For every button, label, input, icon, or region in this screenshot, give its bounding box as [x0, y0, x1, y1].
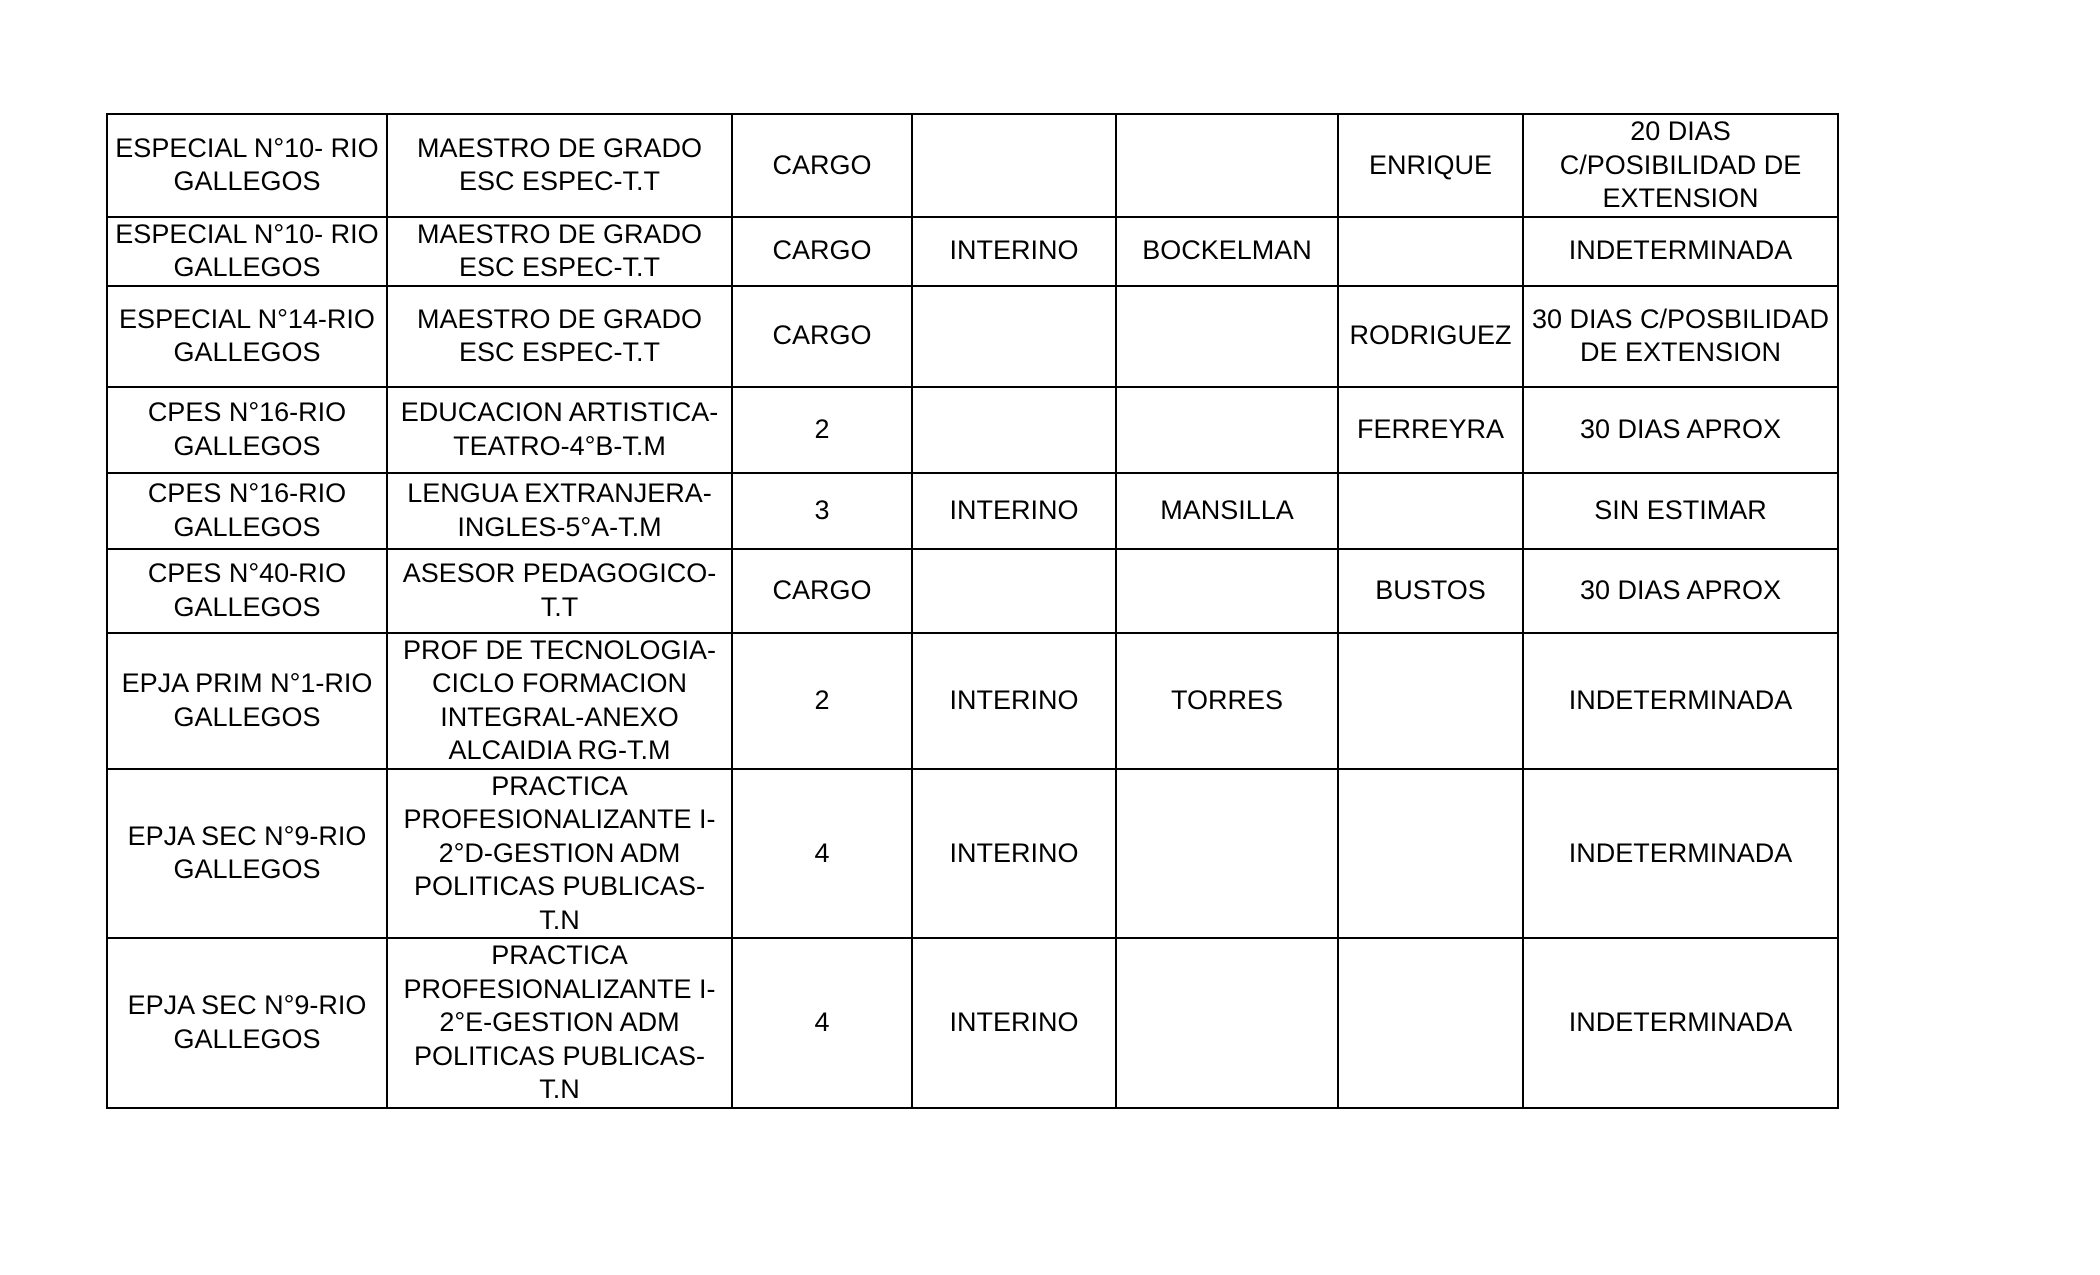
holder-cell: BOCKELMAN: [1116, 217, 1338, 286]
status-cell: INTERINO: [912, 473, 1116, 549]
school-cell: ESPECIAL N°10- RIO GALLEGOS: [107, 114, 387, 217]
school-cell: ESPECIAL N°14-RIO GALLEGOS: [107, 286, 387, 387]
status-cell: [912, 387, 1116, 473]
substitute-cell: RODRIGUEZ: [1338, 286, 1523, 387]
table-row: [107, 938, 1838, 1108]
table-row: [107, 387, 1838, 473]
subject-cell: PROF DE TECNOLOGIA- CICLO FORMACION INTEGRAL-ANEXO ALCAIDIA RG-T.M: [387, 633, 732, 769]
hours-cell: 2: [732, 387, 912, 473]
status-cell: INTERINO: [912, 938, 1116, 1108]
holder-cell: [1116, 114, 1338, 217]
school-cell: CPES N°40-RIO GALLEGOS: [107, 549, 387, 633]
duration-cell: SIN ESTIMAR: [1523, 473, 1838, 549]
hours-cell: CARGO: [732, 286, 912, 387]
status-cell: [912, 549, 1116, 633]
duration-cell: INDETERMINADA: [1523, 938, 1838, 1108]
status-cell: INTERINO: [912, 769, 1116, 939]
table-row: [107, 217, 1838, 286]
school-cell: EPJA SEC N°9-RIO GALLEGOS: [107, 938, 387, 1108]
subject-cell: LENGUA EXTRANJERA- INGLES-5°A-T.M: [387, 473, 732, 549]
substitute-cell: [1338, 473, 1523, 549]
subject-cell: PRACTICA PROFESIONALIZANTE I- 2°E-GESTION ADM POLITICAS PUBLICAS- T.N: [387, 938, 732, 1108]
school-cell: CPES N°16-RIO GALLEGOS: [107, 387, 387, 473]
holder-cell: [1116, 769, 1338, 939]
substitute-cell: [1338, 633, 1523, 769]
holder-cell: [1116, 286, 1338, 387]
status-cell: INTERINO: [912, 633, 1116, 769]
table-row: [107, 769, 1838, 939]
school-cell: ESPECIAL N°10- RIO GALLEGOS: [107, 217, 387, 286]
holder-cell: [1116, 387, 1338, 473]
duration-cell: 30 DIAS APROX: [1523, 387, 1838, 473]
hours-cell: CARGO: [732, 217, 912, 286]
subject-cell: EDUCACION ARTISTICA- TEATRO-4°B-T.M: [387, 387, 732, 473]
school-cell: EPJA PRIM N°1-RIO GALLEGOS: [107, 633, 387, 769]
vacancy-table: [106, 113, 1839, 1109]
status-cell: [912, 114, 1116, 217]
school-cell: EPJA SEC N°9-RIO GALLEGOS: [107, 769, 387, 939]
status-cell: [912, 286, 1116, 387]
subject-cell: MAESTRO DE GRADO ESC ESPEC-T.T: [387, 286, 732, 387]
subject-cell: PRACTICA PROFESIONALIZANTE I- 2°D-GESTION ADM POLITICAS PUBLICAS- T.N: [387, 769, 732, 939]
duration-cell: INDETERMINADA: [1523, 217, 1838, 286]
substitute-cell: [1338, 217, 1523, 286]
duration-cell: 30 DIAS C/POSBILIDAD DE EXTENSION: [1523, 286, 1838, 387]
substitute-cell: [1338, 938, 1523, 1108]
subject-cell: MAESTRO DE GRADO ESC ESPEC-T.T: [387, 217, 732, 286]
holder-cell: TORRES: [1116, 633, 1338, 769]
duration-cell: INDETERMINADA: [1523, 769, 1838, 939]
table-body: [107, 114, 1838, 1108]
substitute-cell: ENRIQUE: [1338, 114, 1523, 217]
hours-cell: CARGO: [732, 549, 912, 633]
table-row: [107, 633, 1838, 769]
table-row: [107, 473, 1838, 549]
school-cell: CPES N°16-RIO GALLEGOS: [107, 473, 387, 549]
subject-cell: ASESOR PEDAGOGICO- T.T: [387, 549, 732, 633]
holder-cell: MANSILLA: [1116, 473, 1338, 549]
substitute-cell: FERREYRA: [1338, 387, 1523, 473]
substitute-cell: [1338, 769, 1523, 939]
table-row: [107, 114, 1838, 217]
table-row: [107, 549, 1838, 633]
holder-cell: [1116, 549, 1338, 633]
duration-cell: INDETERMINADA: [1523, 633, 1838, 769]
hours-cell: 3: [732, 473, 912, 549]
hours-cell: 4: [732, 938, 912, 1108]
table-row: [107, 286, 1838, 387]
status-cell: INTERINO: [912, 217, 1116, 286]
duration-cell: 20 DIAS C/POSIBILIDAD DE EXTENSION: [1523, 114, 1838, 217]
hours-cell: CARGO: [732, 114, 912, 217]
hours-cell: 2: [732, 633, 912, 769]
subject-cell: MAESTRO DE GRADO ESC ESPEC-T.T: [387, 114, 732, 217]
hours-cell: 4: [732, 769, 912, 939]
duration-cell: 30 DIAS APROX: [1523, 549, 1838, 633]
substitute-cell: BUSTOS: [1338, 549, 1523, 633]
holder-cell: [1116, 938, 1338, 1108]
